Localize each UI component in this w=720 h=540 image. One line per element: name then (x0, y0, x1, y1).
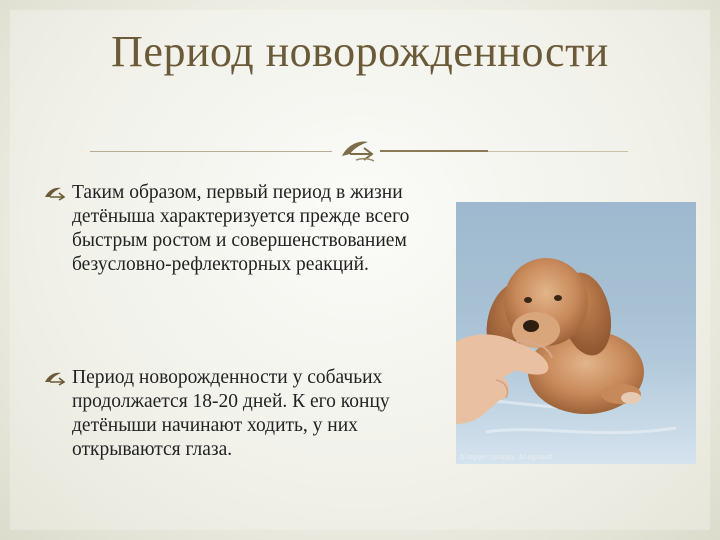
divider-line-left (90, 151, 332, 152)
puppy-photo (456, 202, 696, 464)
divider-line-right (488, 151, 628, 152)
leaf-arrow-icon (44, 370, 66, 386)
puppy-illustration (456, 202, 696, 464)
slide-title: Период новорожденности (111, 27, 609, 76)
bullet-text-2: Период новорожденности у собачьих продолжается 18-20 дней. К его концу детёныши начинают ходить, у них открываются глаза. (72, 367, 390, 460)
bullet-item-2 (44, 366, 444, 462)
bullet-item-1 (44, 181, 444, 277)
bullet-text-1: Таким образом, первый период в жизни детёныша характеризуется прежде всего быстрым ростом и совершенствованием безусловно-рефлекторных реакций. (72, 182, 410, 275)
image-watermark: bloggerspuppy.blogspot (460, 453, 553, 461)
leaf-arrow-icon (44, 185, 66, 201)
flourish-icon (338, 134, 378, 164)
divider-line-center (380, 150, 488, 152)
